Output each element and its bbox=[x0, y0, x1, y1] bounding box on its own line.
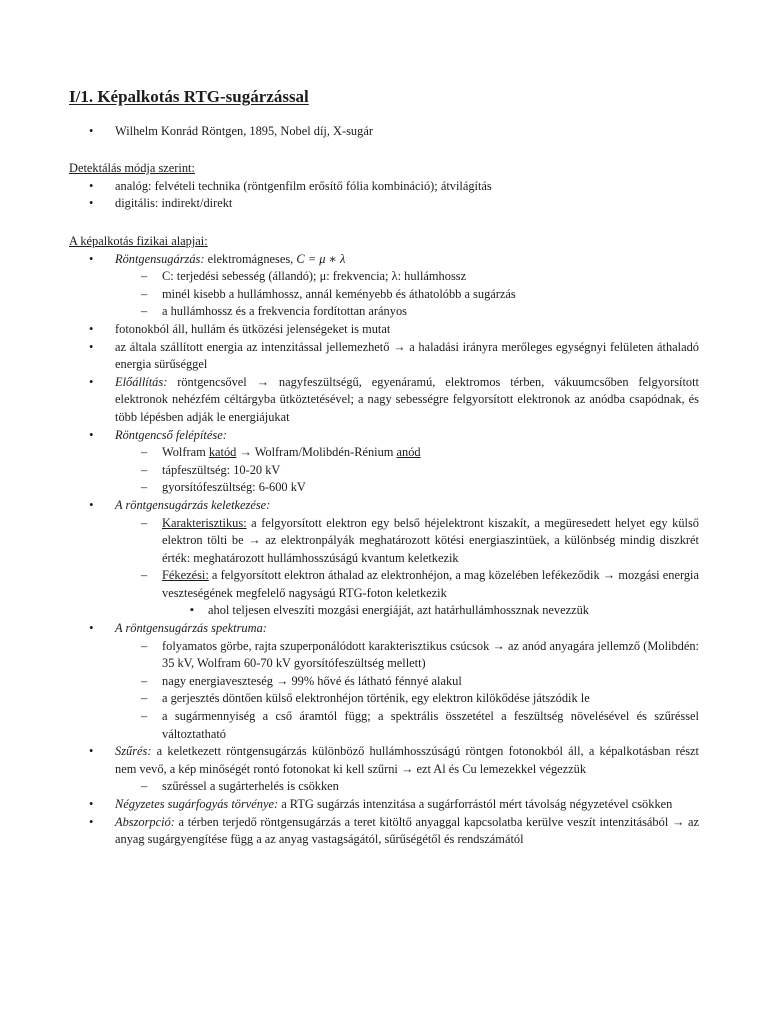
list-item-generation: • A röntgensugárzás keletkezése: bbox=[69, 497, 699, 515]
absorption-label: Abszorpció: bbox=[115, 814, 175, 829]
list-item-production bbox=[69, 374, 699, 427]
spectrum-sub-item: – folyamatos görbe, rajta szuperponálódott karakterisztikus csúcsok → az anód anyagára jellemző (Molibdén: 35 kV, Wolfram 60-70 kV gyorsítófeszültség mellett) bbox=[69, 638, 699, 673]
inverse-text: a RTG sugárzás intenzitása a sugárforrástól mért távolság négyzetével csökken bbox=[278, 797, 673, 811]
absorption-text: a térben terjedő röntgensugárzás a teret kitöltő anyaggal kapcsolatba kerülve veszít intenzitásából → az anyag sugárgyengítése függ a az anyag vastagságától, sűrűségétől és rendszámától bbox=[115, 814, 699, 847]
tube-sub-item bbox=[69, 444, 699, 462]
basics-section bbox=[69, 233, 699, 849]
spectrum-sub-item: – a gerjesztés döntően külső elektronhéjon történik, egy elektron kilökődése játszódik le bbox=[69, 690, 699, 708]
filter-sub-item: – szűréssel a sugárterhelés is csökken bbox=[69, 778, 699, 796]
brake-text: a felgyorsított elektron áthalad az elektronhéjon, a mag közelében lefékeződik → mozgási energia veszteségének megfelelő nagyságú RTG-foton keletkezik bbox=[162, 568, 699, 600]
list-item-tube: • Röntgencső felépítése: bbox=[69, 427, 699, 445]
tube-part2: → Wolfram/Molibdén-Rénium bbox=[236, 445, 397, 460]
xray-sub-item: – a hullámhossz és a frekvencia fordítottan arányos bbox=[69, 303, 699, 321]
formula: C = μ ∗ λ bbox=[296, 251, 346, 266]
filter-label: Szűrés: bbox=[115, 744, 152, 759]
tube-sub-item: – tápfeszültség: 10-20 kV bbox=[69, 462, 699, 480]
brake-label: Fékezési: bbox=[162, 568, 209, 583]
generation-sub-item bbox=[69, 515, 699, 568]
cathode-term: katód bbox=[208, 445, 237, 460]
detection-item-digital: • digitális: indirekt/direkt bbox=[69, 195, 699, 213]
list-item-photons: • fotonokból áll, hullám és ütközési jelenségeket is mutat bbox=[69, 321, 699, 339]
detection-item-analog: • analóg: felvételi technika (röntgenfilm erősítő fólia kombináció); átvilágítás bbox=[69, 178, 699, 196]
page-title: I/1. Képalkotás RTG-sugárzással bbox=[69, 87, 309, 106]
characteristic-label: Karakterisztikus: bbox=[162, 515, 247, 530]
xray-text: elektromágneses, bbox=[204, 251, 297, 266]
list-item-filter bbox=[69, 743, 699, 778]
detection-heading: Detektálás módja szerint: bbox=[69, 161, 195, 175]
basics-heading: A képalkotás fizikai alapjai: bbox=[69, 234, 208, 248]
production-label: Előállítás: bbox=[115, 374, 168, 389]
intro-section bbox=[69, 123, 699, 141]
brake-sub-item: ▪ ahol teljesen elveszíti mozgási energiáját, azt határhullámhossznak nevezzük bbox=[69, 602, 699, 620]
filter-text: a keletkezett röntgensugárzás különböző hullámhosszúságú röntgen fotonokból áll, a képalkotásban részt nem vevő, a kép minőségét rontó fotonokat ki kell szűrni → ezt Al és Cu lemezekkel végezzük bbox=[115, 744, 699, 776]
list-item-inverse-square bbox=[69, 796, 699, 814]
list-item-spectrum: • A röntgensugárzás spektruma: bbox=[69, 620, 699, 638]
generation-sub-item bbox=[69, 567, 699, 602]
detection-section bbox=[69, 160, 699, 213]
list-item-xray bbox=[69, 251, 699, 269]
list-item-energy: • az általa szállított energia az intenzitással jellemezhető → a haladási irányra merőleges egységnyi felületen áthaladó energia sürűséggel bbox=[69, 339, 699, 374]
list-item-absorption bbox=[69, 814, 699, 849]
inverse-label: Négyzetes sugárfogyás törvénye: bbox=[115, 797, 279, 811]
xray-label: Röntgensugárzás: bbox=[115, 251, 205, 266]
spectrum-sub-item: – a sugármennyiség a cső áramtól függ; a spektrális összetétel a feszültség növelésével és szűréssel változtatható bbox=[69, 708, 699, 743]
xray-sub-item: – minél kisebb a hullámhossz, annál keményebb és áthatolóbb a sugárzás bbox=[69, 286, 699, 304]
tube-part1: Wolfram bbox=[162, 445, 209, 460]
xray-sub-item: – C: terjedési sebesség (állandó); μ: frekvencia; λ: hullámhossz bbox=[69, 268, 699, 286]
anode-term: anód bbox=[396, 445, 421, 460]
spectrum-sub-item: – nagy energiaveszteség → 99% hővé és látható fénnyé alakul bbox=[69, 673, 699, 691]
characteristic-text: a felgyorsított elektron egy belső héjelektront kiszakít, a megüresedett helyet egy külső elektron tölti be → az elektronpályák meghatározott kötési energiaszintüek, a különbség mindig diszkrét érték: meghatározott hullámhosszúságú kvantum keletkezik bbox=[162, 515, 699, 565]
tube-sub-item: – gyorsítófeszültség: 6-600 kV bbox=[69, 479, 699, 497]
intro-item: • Wilhelm Konrád Röntgen, 1895, Nobel díj, X-sugár bbox=[69, 123, 699, 141]
production-text: röntgencsővel → nagyfeszültségű, egyenáramú, elektromos térben, vákuumcsőben felgyorsított elektronok nehézfém céltárgyba ütköztetésével; a nagy sebességre felgyorsított elektronok az anódba csapódnak, és több lépésben adják le energiájukat bbox=[115, 374, 699, 424]
